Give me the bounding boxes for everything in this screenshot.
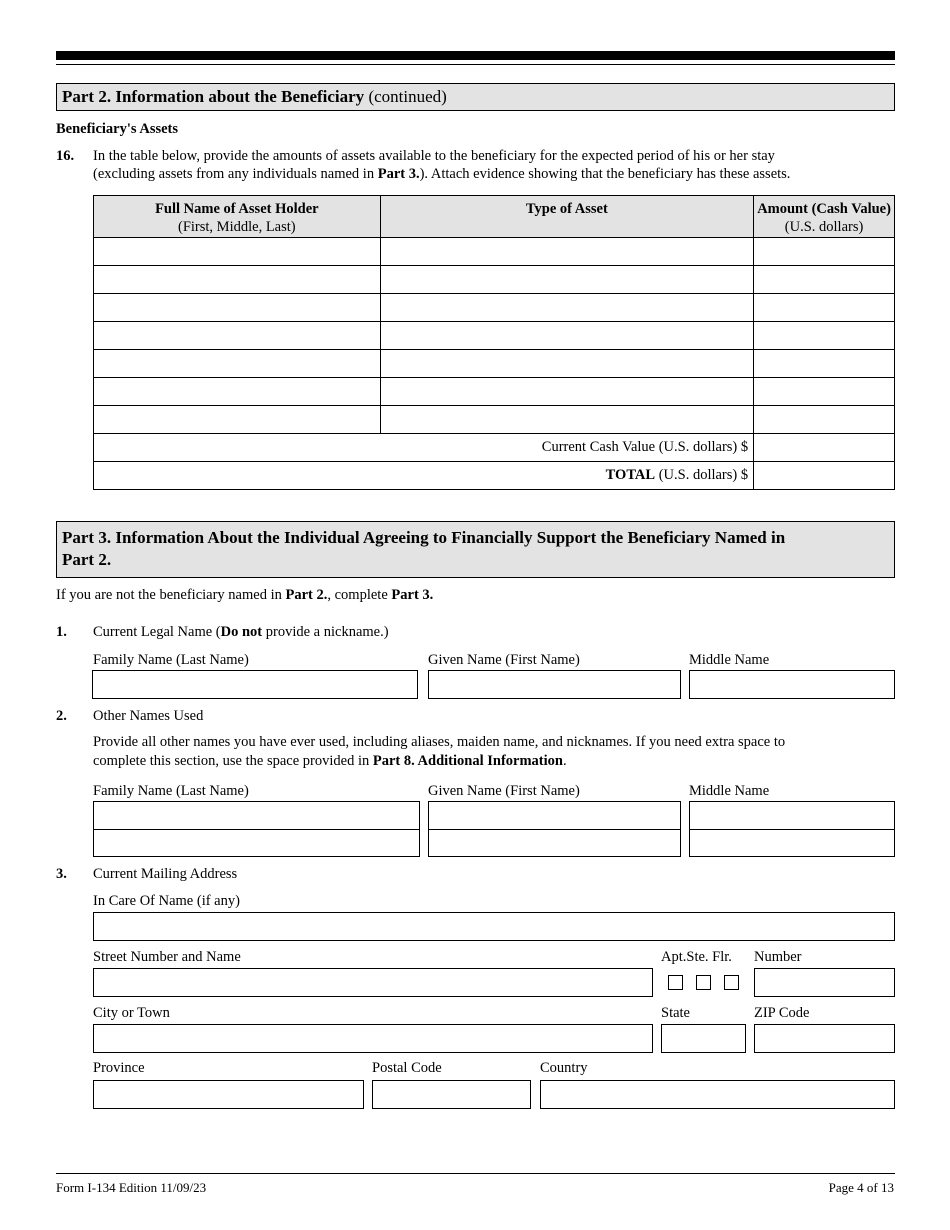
q2-family-name-input-1[interactable]	[93, 801, 420, 830]
part2-title: Part 2. Information about the Beneficiary	[62, 87, 365, 106]
postal-code-input[interactable]	[372, 1080, 531, 1109]
part3-title-line2: Part 2.	[62, 550, 112, 569]
q16-number: 16.	[56, 148, 75, 164]
q1-family-name-label: Family Name (Last Name)	[93, 652, 249, 668]
q2-given-name-input-1[interactable]	[428, 801, 681, 830]
asset-amount-input[interactable]	[754, 378, 895, 406]
q2-family-name-label: Family Name (Last Name)	[93, 783, 249, 799]
part2-header	[56, 83, 895, 111]
asset-type-input[interactable]	[380, 350, 753, 378]
q2-family-name-input-2[interactable]	[93, 829, 420, 857]
province-input[interactable]	[93, 1080, 364, 1109]
part3-title-line1: Part 3. Information About the Individual Agreeing to Financially Support the Beneficiary Named in	[62, 528, 786, 547]
asset-type-input[interactable]	[380, 378, 753, 406]
table-row	[94, 406, 895, 434]
q1-family-name-input[interactable]	[92, 670, 418, 699]
apt-checkbox[interactable]	[668, 975, 683, 990]
q2-middle-name-input-1[interactable]	[689, 801, 895, 830]
current-cash-row	[94, 434, 895, 462]
q2-number: 2.	[56, 708, 67, 724]
q1-label: Current Legal Name (Do not provide a nickname.)	[93, 624, 389, 640]
q3-number: 3.	[56, 866, 67, 882]
country-input[interactable]	[540, 1080, 895, 1109]
footer-rule	[56, 1173, 895, 1174]
street-label: Street Number and Name	[93, 949, 241, 965]
total-input[interactable]	[754, 462, 895, 490]
table-row	[94, 238, 895, 266]
asset-holder-input[interactable]	[94, 378, 381, 406]
q2-given-name-label: Given Name (First Name)	[428, 783, 580, 799]
unit-number-label: Number	[754, 949, 802, 965]
col-asset-type-header: Type of Asset	[380, 196, 753, 238]
asset-type-input[interactable]	[380, 238, 753, 266]
q2-middle-name-label: Middle Name	[689, 783, 770, 799]
asset-amount-input[interactable]	[754, 406, 895, 434]
table-row	[94, 350, 895, 378]
table-row	[94, 266, 895, 294]
q1-middle-name-label: Middle Name	[689, 652, 770, 668]
asset-holder-input[interactable]	[94, 322, 381, 350]
top-rule-thick	[56, 51, 895, 60]
part3-header	[56, 521, 895, 578]
zip-label: ZIP Code	[754, 1005, 810, 1021]
q1-number: 1.	[56, 624, 67, 640]
asset-type-input[interactable]	[380, 266, 753, 294]
asset-type-input[interactable]	[380, 294, 753, 322]
apt-ste-flr-label: Apt.Ste. Flr.	[661, 949, 732, 965]
q3-title: Current Mailing Address	[93, 866, 238, 882]
asset-type-input[interactable]	[380, 406, 753, 434]
q1-given-name-input[interactable]	[428, 670, 681, 699]
street-input[interactable]	[93, 968, 653, 997]
asset-amount-input[interactable]	[754, 350, 895, 378]
country-label: Country	[540, 1060, 588, 1076]
q1-given-name-label: Given Name (First Name)	[428, 652, 580, 668]
col-asset-holder-header: Full Name of Asset Holder (First, Middle, Last)	[94, 196, 381, 238]
zip-input[interactable]	[754, 1024, 895, 1053]
unit-number-input[interactable]	[754, 968, 895, 997]
province-label: Province	[93, 1060, 145, 1076]
city-label: City or Town	[93, 1005, 170, 1021]
q2-middle-name-input-2[interactable]	[689, 829, 895, 857]
beneficiary-assets-heading: Beneficiary's Assets	[56, 121, 179, 137]
current-cash-input[interactable]	[754, 434, 895, 462]
total-label: TOTAL (U.S. dollars) $	[94, 462, 754, 490]
q16-instructions-line2: (excluding assets from any individuals named in Part 3.). Attach evidence showing that the beneficiary has these assets.	[93, 166, 791, 182]
part2-title-continued: (continued)	[364, 87, 447, 106]
asset-amount-input[interactable]	[754, 322, 895, 350]
total-row	[94, 462, 895, 490]
q2-given-name-input-2[interactable]	[428, 829, 681, 857]
asset-holder-input[interactable]	[94, 266, 381, 294]
care-of-name-label: In Care Of Name (if any)	[93, 893, 240, 909]
table-row	[94, 322, 895, 350]
ste-checkbox[interactable]	[696, 975, 711, 990]
asset-amount-input[interactable]	[754, 238, 895, 266]
asset-amount-input[interactable]	[754, 266, 895, 294]
asset-holder-input[interactable]	[94, 406, 381, 434]
assets-table	[93, 195, 895, 490]
q2-title: Other Names Used	[93, 708, 204, 724]
asset-holder-input[interactable]	[94, 294, 381, 322]
q2-instructions-line2: complete this section, use the space provided in Part 8. Additional Information.	[93, 753, 567, 769]
asset-holder-input[interactable]	[94, 350, 381, 378]
flr-checkbox[interactable]	[724, 975, 739, 990]
asset-type-input[interactable]	[380, 322, 753, 350]
asset-amount-input[interactable]	[754, 294, 895, 322]
care-of-name-input[interactable]	[93, 912, 895, 941]
col-amount-header: Amount (Cash Value) (U.S. dollars)	[754, 196, 895, 238]
page-number: Page 4 of 13	[828, 1180, 894, 1195]
table-row	[94, 294, 895, 322]
form-edition: Form I-134 Edition 11/09/23	[56, 1180, 207, 1195]
asset-holder-input[interactable]	[94, 238, 381, 266]
city-input[interactable]	[93, 1024, 653, 1053]
postal-code-label: Postal Code	[372, 1060, 442, 1076]
state-label: State	[661, 1005, 690, 1021]
current-cash-label: Current Cash Value (U.S. dollars) $	[94, 434, 754, 462]
q1-middle-name-input[interactable]	[689, 670, 895, 699]
state-select[interactable]	[661, 1024, 746, 1053]
q16-instructions-line1: In the table below, provide the amounts of assets available to the beneficiary for the expected period of his or her stay	[93, 148, 775, 164]
top-rule-thin	[56, 64, 895, 65]
part3-intro: If you are not the beneficiary named in Part 2., complete Part 3.	[56, 587, 434, 603]
table-row	[94, 378, 895, 406]
q2-instructions-line1: Provide all other names you have ever used, including aliases, maiden name, and nicknames. If you need extra space to	[93, 734, 786, 750]
